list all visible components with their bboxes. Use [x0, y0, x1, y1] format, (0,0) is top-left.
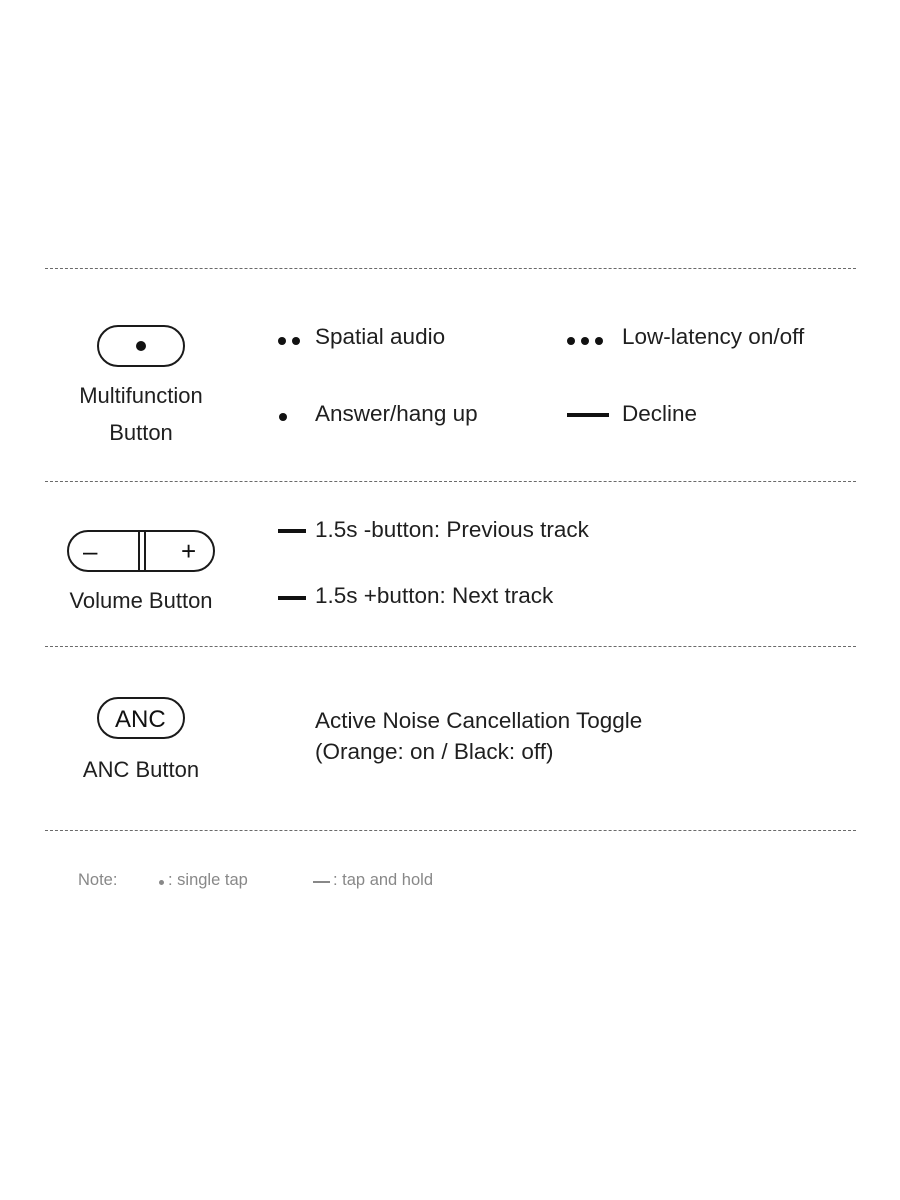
divider-after-volume — [45, 646, 856, 647]
volume-divider-right — [144, 530, 146, 572]
anc-label: ANC Button — [82, 757, 200, 782]
note-title: Note: — [78, 871, 118, 889]
multifunction-button-icon — [97, 325, 185, 367]
divider-top — [45, 268, 856, 269]
next-track-text: 1.5s +button: Next track — [315, 583, 554, 608]
hold-dash-icon — [567, 413, 609, 417]
previous-track-text: 1.5s -button: Previous track — [315, 517, 589, 542]
multifunction-label-line1: Multifunction — [79, 383, 203, 408]
answer-hang-up-text: Answer/hang up — [315, 401, 478, 426]
anc-button-icon — [97, 697, 185, 739]
low-latency-text: Low-latency on/off — [622, 324, 805, 349]
plus-icon: + — [181, 536, 197, 566]
hold-dash-icon-next — [278, 596, 306, 600]
volume-button-icon — [67, 530, 215, 572]
anc-description-line2: (Orange: on / Black: off) — [315, 739, 554, 764]
divider-after-multifunction — [45, 481, 856, 482]
note-tap-hold-icon — [313, 881, 330, 883]
anc-button-text: ANC — [115, 706, 166, 733]
decline-text: Decline — [622, 401, 698, 426]
anc-description-line1: Active Noise Cancellation Toggle — [315, 708, 643, 733]
note-single-tap-icon — [159, 880, 164, 885]
note-tap-hold-text: : tap and hold — [333, 871, 433, 889]
single-tap-icon — [279, 412, 287, 422]
hold-dash-icon-prev — [278, 529, 306, 533]
multifunction-label-line2: Button — [109, 420, 173, 445]
minus-icon: – — [83, 536, 98, 566]
single-dot-icon — [136, 341, 146, 351]
triple-tap-icon — [567, 336, 603, 346]
volume-label: Volume Button — [69, 588, 213, 613]
note-single-tap-text: : single tap — [168, 871, 248, 889]
double-tap-icon — [278, 336, 300, 346]
divider-after-anc — [45, 830, 856, 831]
multifunction-label — [40, 377, 242, 451]
volume-divider-left — [138, 530, 140, 572]
spatial-audio-text: Spatial audio — [315, 324, 446, 349]
